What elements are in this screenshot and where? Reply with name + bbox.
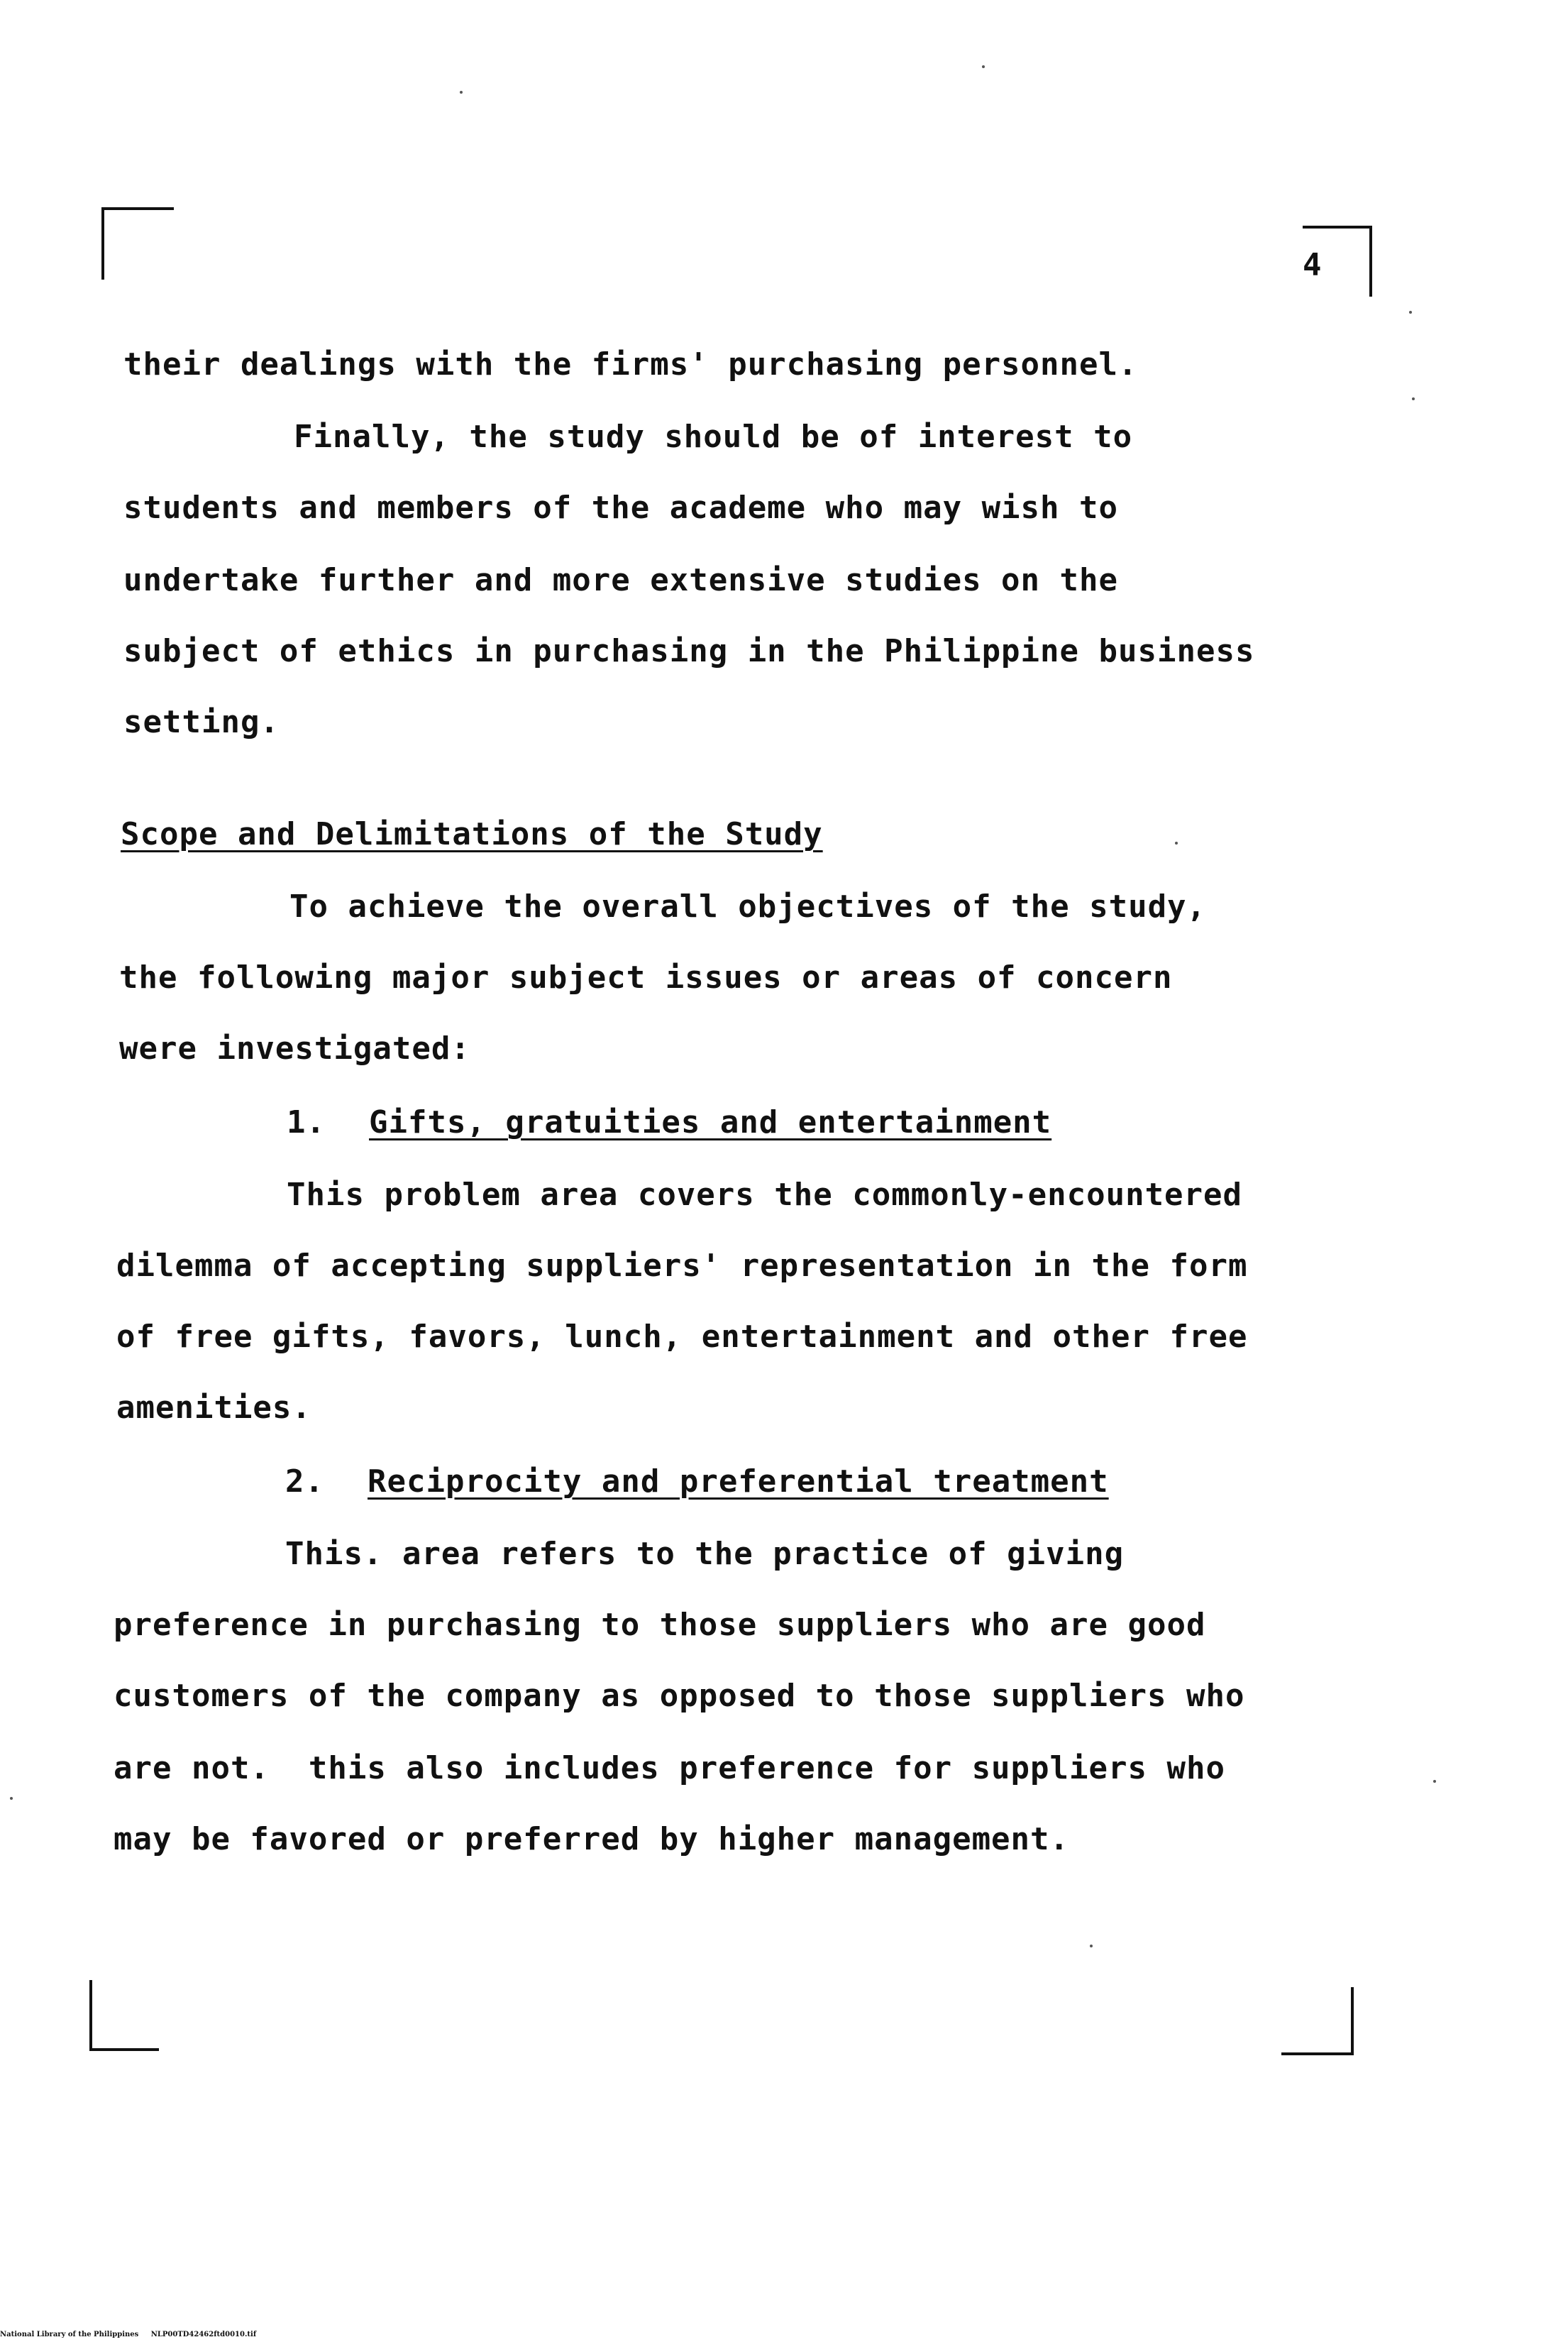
text-line: students and members of the academe who may wish to xyxy=(123,490,1119,526)
text-line: This. area refers to the practice of giving xyxy=(285,1536,1125,1572)
text-line: their dealings with the firms' purchasing personnel. xyxy=(123,346,1138,383)
scan-speck xyxy=(1412,397,1415,400)
text-line: Finally, the study should be of interest to xyxy=(294,419,1133,455)
text-line: setting. xyxy=(123,704,280,740)
text-line: amenities. xyxy=(116,1390,311,1426)
corner-mark-bottom-right-v xyxy=(1351,1987,1354,2055)
corner-mark-bottom-left-v xyxy=(89,1980,92,2051)
scan-speck xyxy=(460,91,463,94)
text-line: may be favored or preferred by higher management. xyxy=(114,1821,1070,1857)
text-line: customers of the company as opposed to those suppliers who xyxy=(114,1678,1245,1714)
text-line: undertake further and more extensive studies on the xyxy=(123,562,1119,598)
scan-speck xyxy=(982,65,985,68)
text-line: dilemma of accepting suppliers' representation in the form xyxy=(116,1248,1248,1284)
list-item-title: Gifts, gratuities and entertainment xyxy=(369,1104,1052,1140)
corner-mark-top-left-h xyxy=(101,207,174,210)
corner-mark-top-right-v xyxy=(1369,226,1372,297)
section-heading: Scope and Delimitations of the Study xyxy=(121,816,823,852)
scan-speck xyxy=(1433,1780,1436,1783)
text-line: subject of ethics in purchasing in the Philippine business xyxy=(123,633,1255,669)
corner-mark-top-left-v xyxy=(101,207,104,280)
scan-footer: National Library of the Philippines NLP00TD42462ftd0010.tif xyxy=(0,2331,257,2338)
scan-speck xyxy=(1175,842,1178,845)
corner-mark-bottom-right-h xyxy=(1281,2052,1354,2055)
list-item-number: 2. xyxy=(285,1463,324,1500)
text-line: the following major subject issues or areas of concern xyxy=(119,960,1173,996)
text-line: preference in purchasing to those suppliers who are good xyxy=(114,1607,1206,1643)
scan-speck xyxy=(1090,1945,1093,1947)
text-line: were investigated: xyxy=(119,1030,470,1067)
list-item-number: 1. xyxy=(287,1104,326,1140)
text-line: are not. this also includes preference for suppliers who xyxy=(114,1750,1225,1786)
list-item-title: Reciprocity and preferential treatment xyxy=(368,1463,1109,1500)
page-number: 4 xyxy=(1303,247,1322,283)
corner-mark-top-right-h xyxy=(1303,226,1372,229)
text-line: This problem area covers the commonly-encountered xyxy=(287,1177,1243,1213)
text-line: of free gifts, favors, lunch, entertainment and other free xyxy=(116,1319,1248,1355)
scan-speck xyxy=(1409,311,1412,314)
scan-speck xyxy=(10,1797,13,1800)
text-line: To achieve the overall objectives of the study, xyxy=(289,889,1207,925)
corner-mark-bottom-left-h xyxy=(89,2048,159,2051)
